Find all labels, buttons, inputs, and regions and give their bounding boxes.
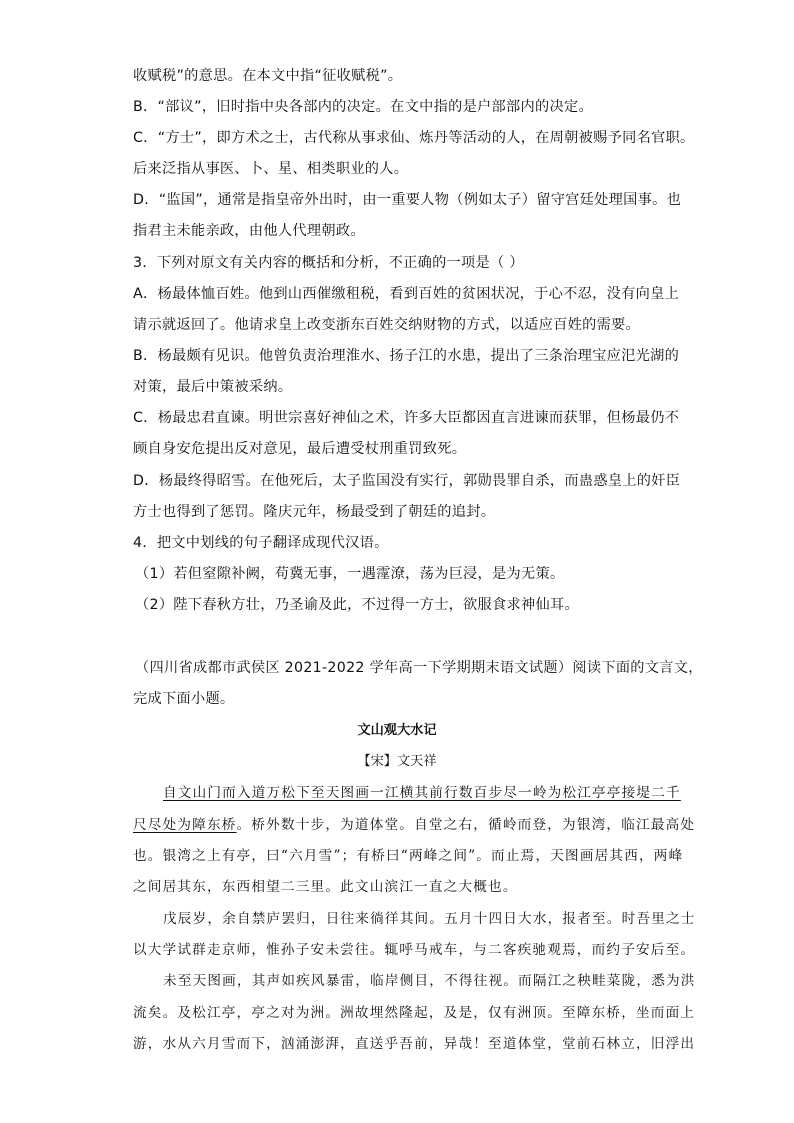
q3-option-a-line-2: 请示就返回了。他请求皇上改变浙东百姓交纳财物的方式，以适应百姓的需要。 xyxy=(133,317,641,333)
q3-option-d-line-1: D．杨最终得昭雪。在他死后，太子监国没有实行，郭勋畏罪自杀，而蛊惑皇上的奸臣 xyxy=(133,473,681,489)
q4-sentence-1: （1）若但窒隙补阙，苟冀无事，一遇霪潦，荡为巨浸，是为无策。 xyxy=(135,566,565,582)
q3-option-b-line-2: 对策，最后中策被采纳。 xyxy=(133,379,293,395)
article-author: 【宋】文天祥 xyxy=(357,754,437,769)
q3-option-c-line-1: C．杨最忠君直谏。明世宗喜好神仙之术，许多大臣都因直言进谏而获罪，但杨最仍不 xyxy=(133,410,680,426)
article-paragraph-1-line-2 xyxy=(133,815,695,835)
underlined-passage: 自文山门而入道万松下至天图画一江横其前行数百步尽一岭为松江亭亭接堤二千 xyxy=(163,785,681,801)
option-c-line-2: 后来泛指从事医、卜、星、相类职业的人。 xyxy=(133,161,409,177)
article-paragraph-1-line-4: 之间居其东，东西相望二三里。此文山滨江一直之大概也。 xyxy=(133,879,518,895)
question-4-stem: 4．把文中划线的句子翻译成现代汉语。 xyxy=(133,535,389,551)
option-d-line-2: 指君主未能亲政，由他人代理朝政。 xyxy=(133,223,365,239)
section-source-line: （四川省成都市武侯区 2021-2022 学年高一下学期期末语文试题）阅读下面的文言文， xyxy=(135,660,703,676)
article-paragraph-2-line-2: 以大学试群走京师，惟孙子安未尝往。辄呼马戒车，与二客疾驰观焉，而约子安后至。 xyxy=(133,942,696,958)
option-d-line-1: D．“监国”，通常是指皇帝外出时，由一重要人物（例如太子）留守宫廷处理国事。也 xyxy=(133,192,682,208)
article-paragraph-1-line-3: 也。银湾之上有亭，曰“六月雪”；有桥曰“两峰之间”。而止焉，天图画居其西，两峰 xyxy=(133,848,684,864)
article-title: 文山观大水记 xyxy=(357,723,437,738)
article-paragraph-2-line-1: 戊辰岁，余自禁庐罢归，日往来徜徉其间。五月十四日大水，报者至。时吾里之士 xyxy=(163,911,696,927)
q3-option-c-line-2: 顾自身安危提出反对意见，最后遭受杖刑重罚致死。 xyxy=(133,441,467,457)
option-a-continuation: 收赋税”的意思。在本文中指“征收赋税”。 xyxy=(133,68,403,84)
underlined-passage-end: 尺尽处为障东桥 xyxy=(133,817,237,833)
q3-option-d-line-2: 方士也得到了惩罚。隆庆元年，杨最受到了朝廷的追封。 xyxy=(133,504,496,520)
option-b-line: B．“部议”，旧时指中央各部内的决定。在文中指的是户部部内的决定。 xyxy=(133,99,593,115)
section-instruction: 完成下面小题。 xyxy=(133,691,235,707)
q4-sentence-2: （2）陛下春秋方壮，乃圣谕及此，不过得一方士，欲服食求神仙耳。 xyxy=(135,597,579,613)
q3-option-a-line-1: A．杨最体恤百姓。他到山西催缴租税，看到百姓的贫困状况，于心不忍，没有向皇上 xyxy=(133,286,680,302)
article-paragraph-3-line-2: 流矣。及松江亭，亭之对为洲。洲故埋然隆起，及是，仅有洲顶。至障东桥，坐而面上 xyxy=(133,1005,696,1021)
article-paragraph-1-line-1 xyxy=(163,783,681,803)
paragraph-text: 。桥外数十步，为道体堂。自堂之右，循岭而登，为银湾，临江最高处 xyxy=(236,817,696,833)
q3-option-b-line-1: B．杨最颇有见识。他曾负责治理淮水、扬子江的水患，提出了三条治理宝应汜光湖的 xyxy=(133,348,680,364)
option-c-line-1: C．“方士”，即方术之士，古代称从事求仙、炼丹等活动的人，在周朝被赐予同名官职。 xyxy=(133,130,695,146)
article-paragraph-3-line-3: 游，水从六月雪而下，汹涌澎湃，直送乎吾前，异哉！至道体堂，堂前石林立，旧浮出 xyxy=(133,1036,696,1052)
question-3-stem: 3．下列对原文有关内容的概括和分析，不正确的一项是（ ） xyxy=(133,255,524,271)
article-paragraph-3-line-1: 未至天图画，其声如疾风暴雷，临岸侧目，不得往视。而隔江之秧畦菜陇，悉为洪 xyxy=(163,973,696,989)
